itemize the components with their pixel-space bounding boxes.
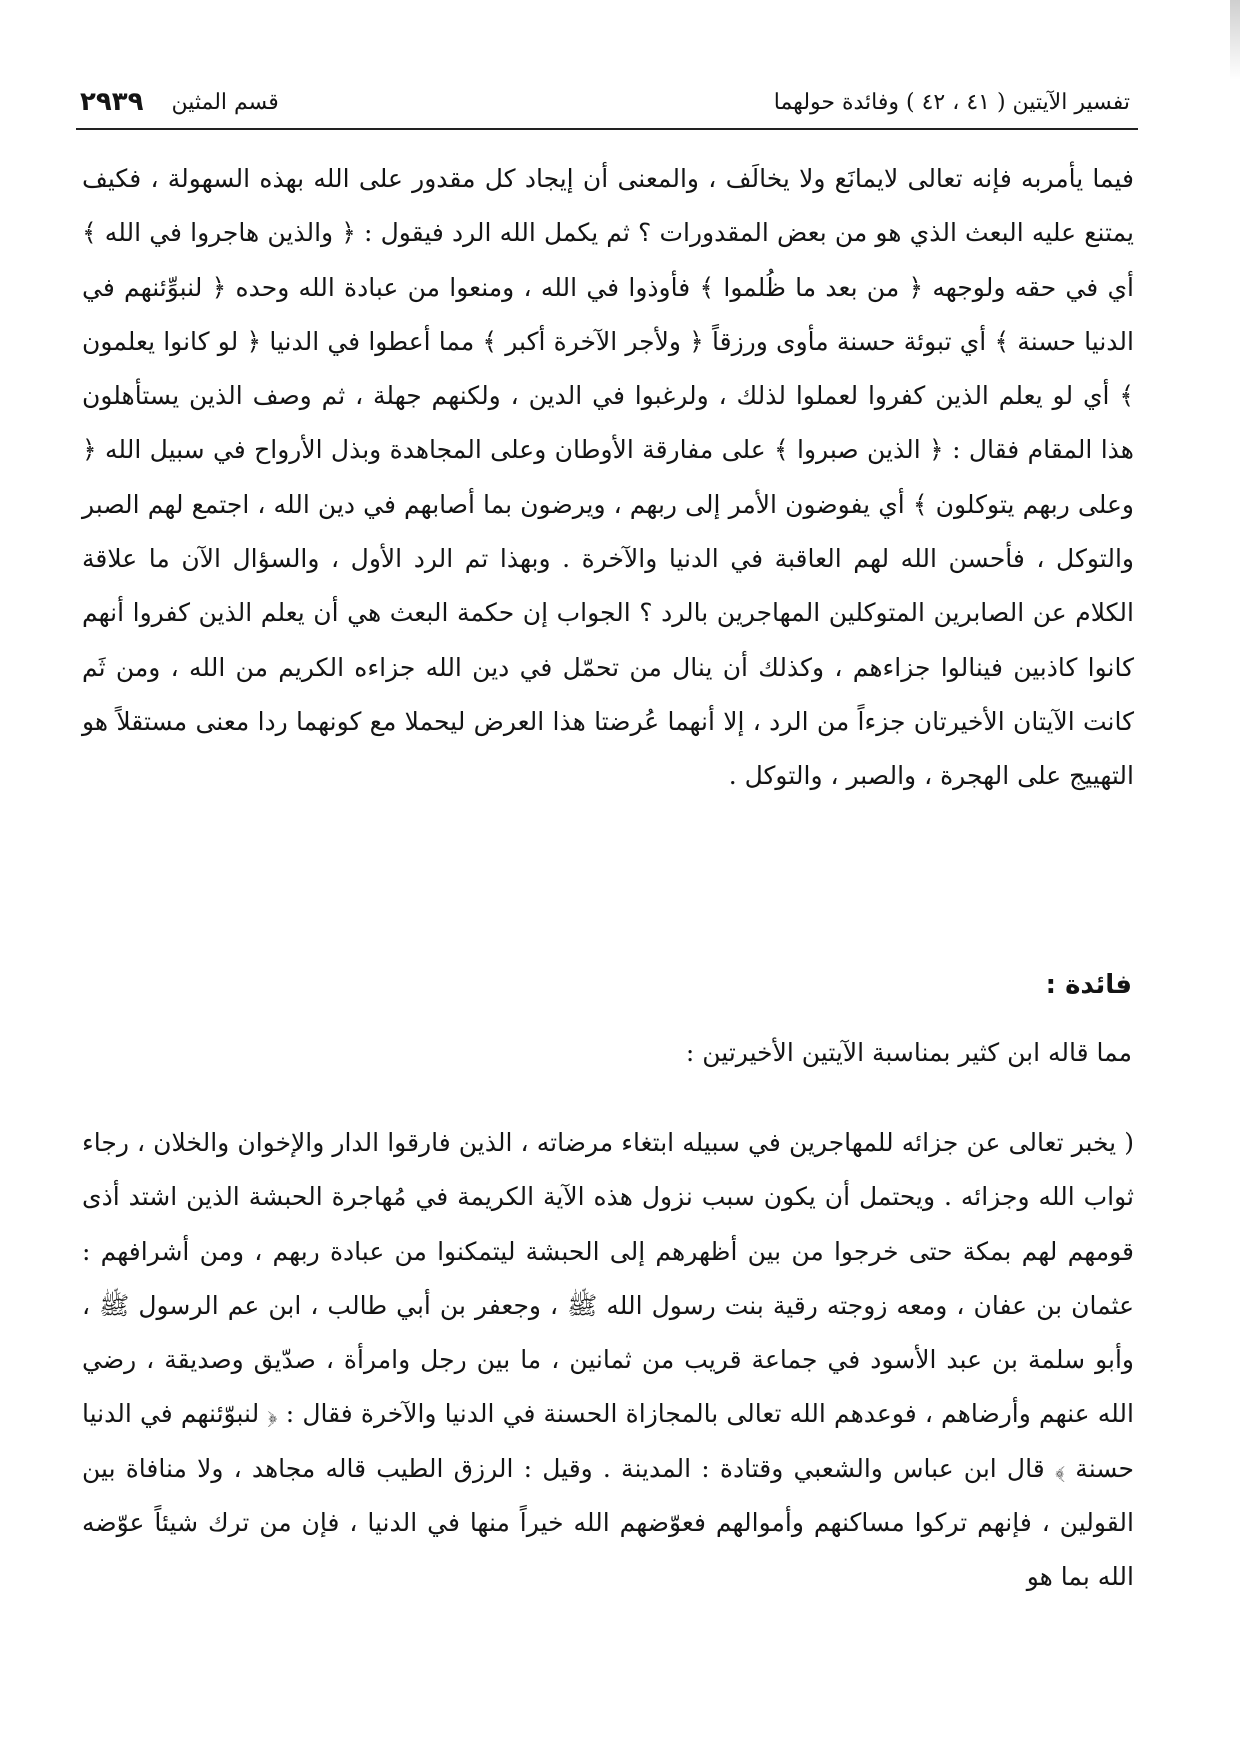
- scan-edge-artifact: [1230, 0, 1240, 80]
- header-section: قسم المثين: [171, 89, 279, 115]
- quotation-paragraph: ( يخبر تعالى عن جزائه للمهاجرين في سبيله ابتغاء مرضاته ، الذين فارقوا الدار والإخوان والخلان ، رجاء ثواب الله وجزائه . ويحتمل أن يكون سبب نزول هذه الآية الكريمة في مُهاجرة الحبشة الذين اشتد أذى قومهم لهم بمكة حتى خرجوا من بين أظهرهم إلى الحبشة ليتمكنوا من عبادة ربهم ، ومن أشرافهم : عثمان بن عفان ، ومعه زوجته رقية بنت رسول الله ﷺ ، وجعفر بن أبي طالب ، ابن عم الرسول ﷺ ، وأبو سلمة بن عبد الأسود في جماعة قريب من ثمانين ، ما بين رجل وامرأة ، صدّيق وصديقة ، رضي الله عنهم وأرضاهم ، فوعدهم الله تعالى بالمجازاة الحسنة في الدنيا والآخرة فقال : ﴿ لنبوّئنهم في الدنيا حسنة ﴾ قال ابن عباس والشعبي وقتادة : المدينة . وقيل : الرزق الطيب قاله مجاهد ، ولا منافاة بين القولين ، فإنهم تركوا مساكنهم وأموالهم فعوّضهم الله خيراً منها في الدنيا ، فإن من ترك شيئاً عوّضه الله بما هو: [82, 1128, 1134, 1592]
- running-header: [80, 82, 1130, 122]
- commentary-block: [82, 152, 1134, 804]
- section-heading: فائدة :: [1045, 970, 1132, 1000]
- page-number: ٢٩٣٩: [80, 87, 144, 117]
- commentary-paragraph: فيما يأمربه فإنه تعالى لايمانَع ولا يخالَف ، والمعنى أن إيجاد كل مقدور على الله بهذه السهولة ، فكيف يمتنع عليه البعث الذي هو من بعض المقدورات ؟ ثم يكمل الله الرد فيقول : ﴿ والذين هاجروا في الله ﴾ أي في حقه ولوجهه ﴿ من بعد ما ظُلموا ﴾ فأوذوا في الله ، ومنعوا من عبادة الله وحده ﴿ لنبوِّئنهم في الدنيا حسنة ﴾ أي تبوئة حسنة مأوى ورزقاً ﴿ ولأجر الآخرة أكبر ﴾ مما أعطوا في الدنيا ﴿ لو كانوا يعلمون ﴾ أي لو يعلم الذين كفروا لعملوا لذلك ، ولرغبوا في الدين ، ولكنهم جهلة ، ثم وصف الذين يستأهلون هذا المقام فقال : ﴿ الذين صبروا ﴾ على مفارقة الأوطان وعلى المجاهدة وبذل الأرواح في سبيل الله ﴿ وعلى ربهم يتوكلون ﴾ أي يفوضون الأمر إلى ربهم ، ويرضون بما أصابهم في دين الله ، اجتمع لهم الصبر والتوكل ، فأحسن الله لهم العاقبة في الدنيا والآخرة . وبهذا تم الرد الأول ، والسؤال الآن ما علاقة الكلام عن الصابرين المتوكلين المهاجرين بالرد ؟ الجواب إن حكمة البعث هي أن يعلم الذين كفروا أنهم كانوا كاذبين فينالوا جزاءهم ، وكذلك أن ينال من تحمّل في دين الله جزاءه الكريم من الله ، ومن ثَم كانت الآيتان الأخيرتان جزءاً من الرد ، إلا أنهما عُرضتا هذا العرض ليحملا مع كونهما ردا معنى مستقلاً هو التهييج على الهجرة ، والصبر ، والتوكل .: [82, 164, 1134, 791]
- quotation-block: [82, 1116, 1134, 1605]
- header-rule: [76, 128, 1138, 130]
- intro-line: مما قاله ابن كثير بمناسبة الآيتين الأخيرتين :: [685, 1038, 1132, 1067]
- header-left-group: [80, 87, 279, 117]
- header-title: تفسير الآيتين ( ٤١ ، ٤٢ ) وفائدة حولهما: [773, 89, 1130, 115]
